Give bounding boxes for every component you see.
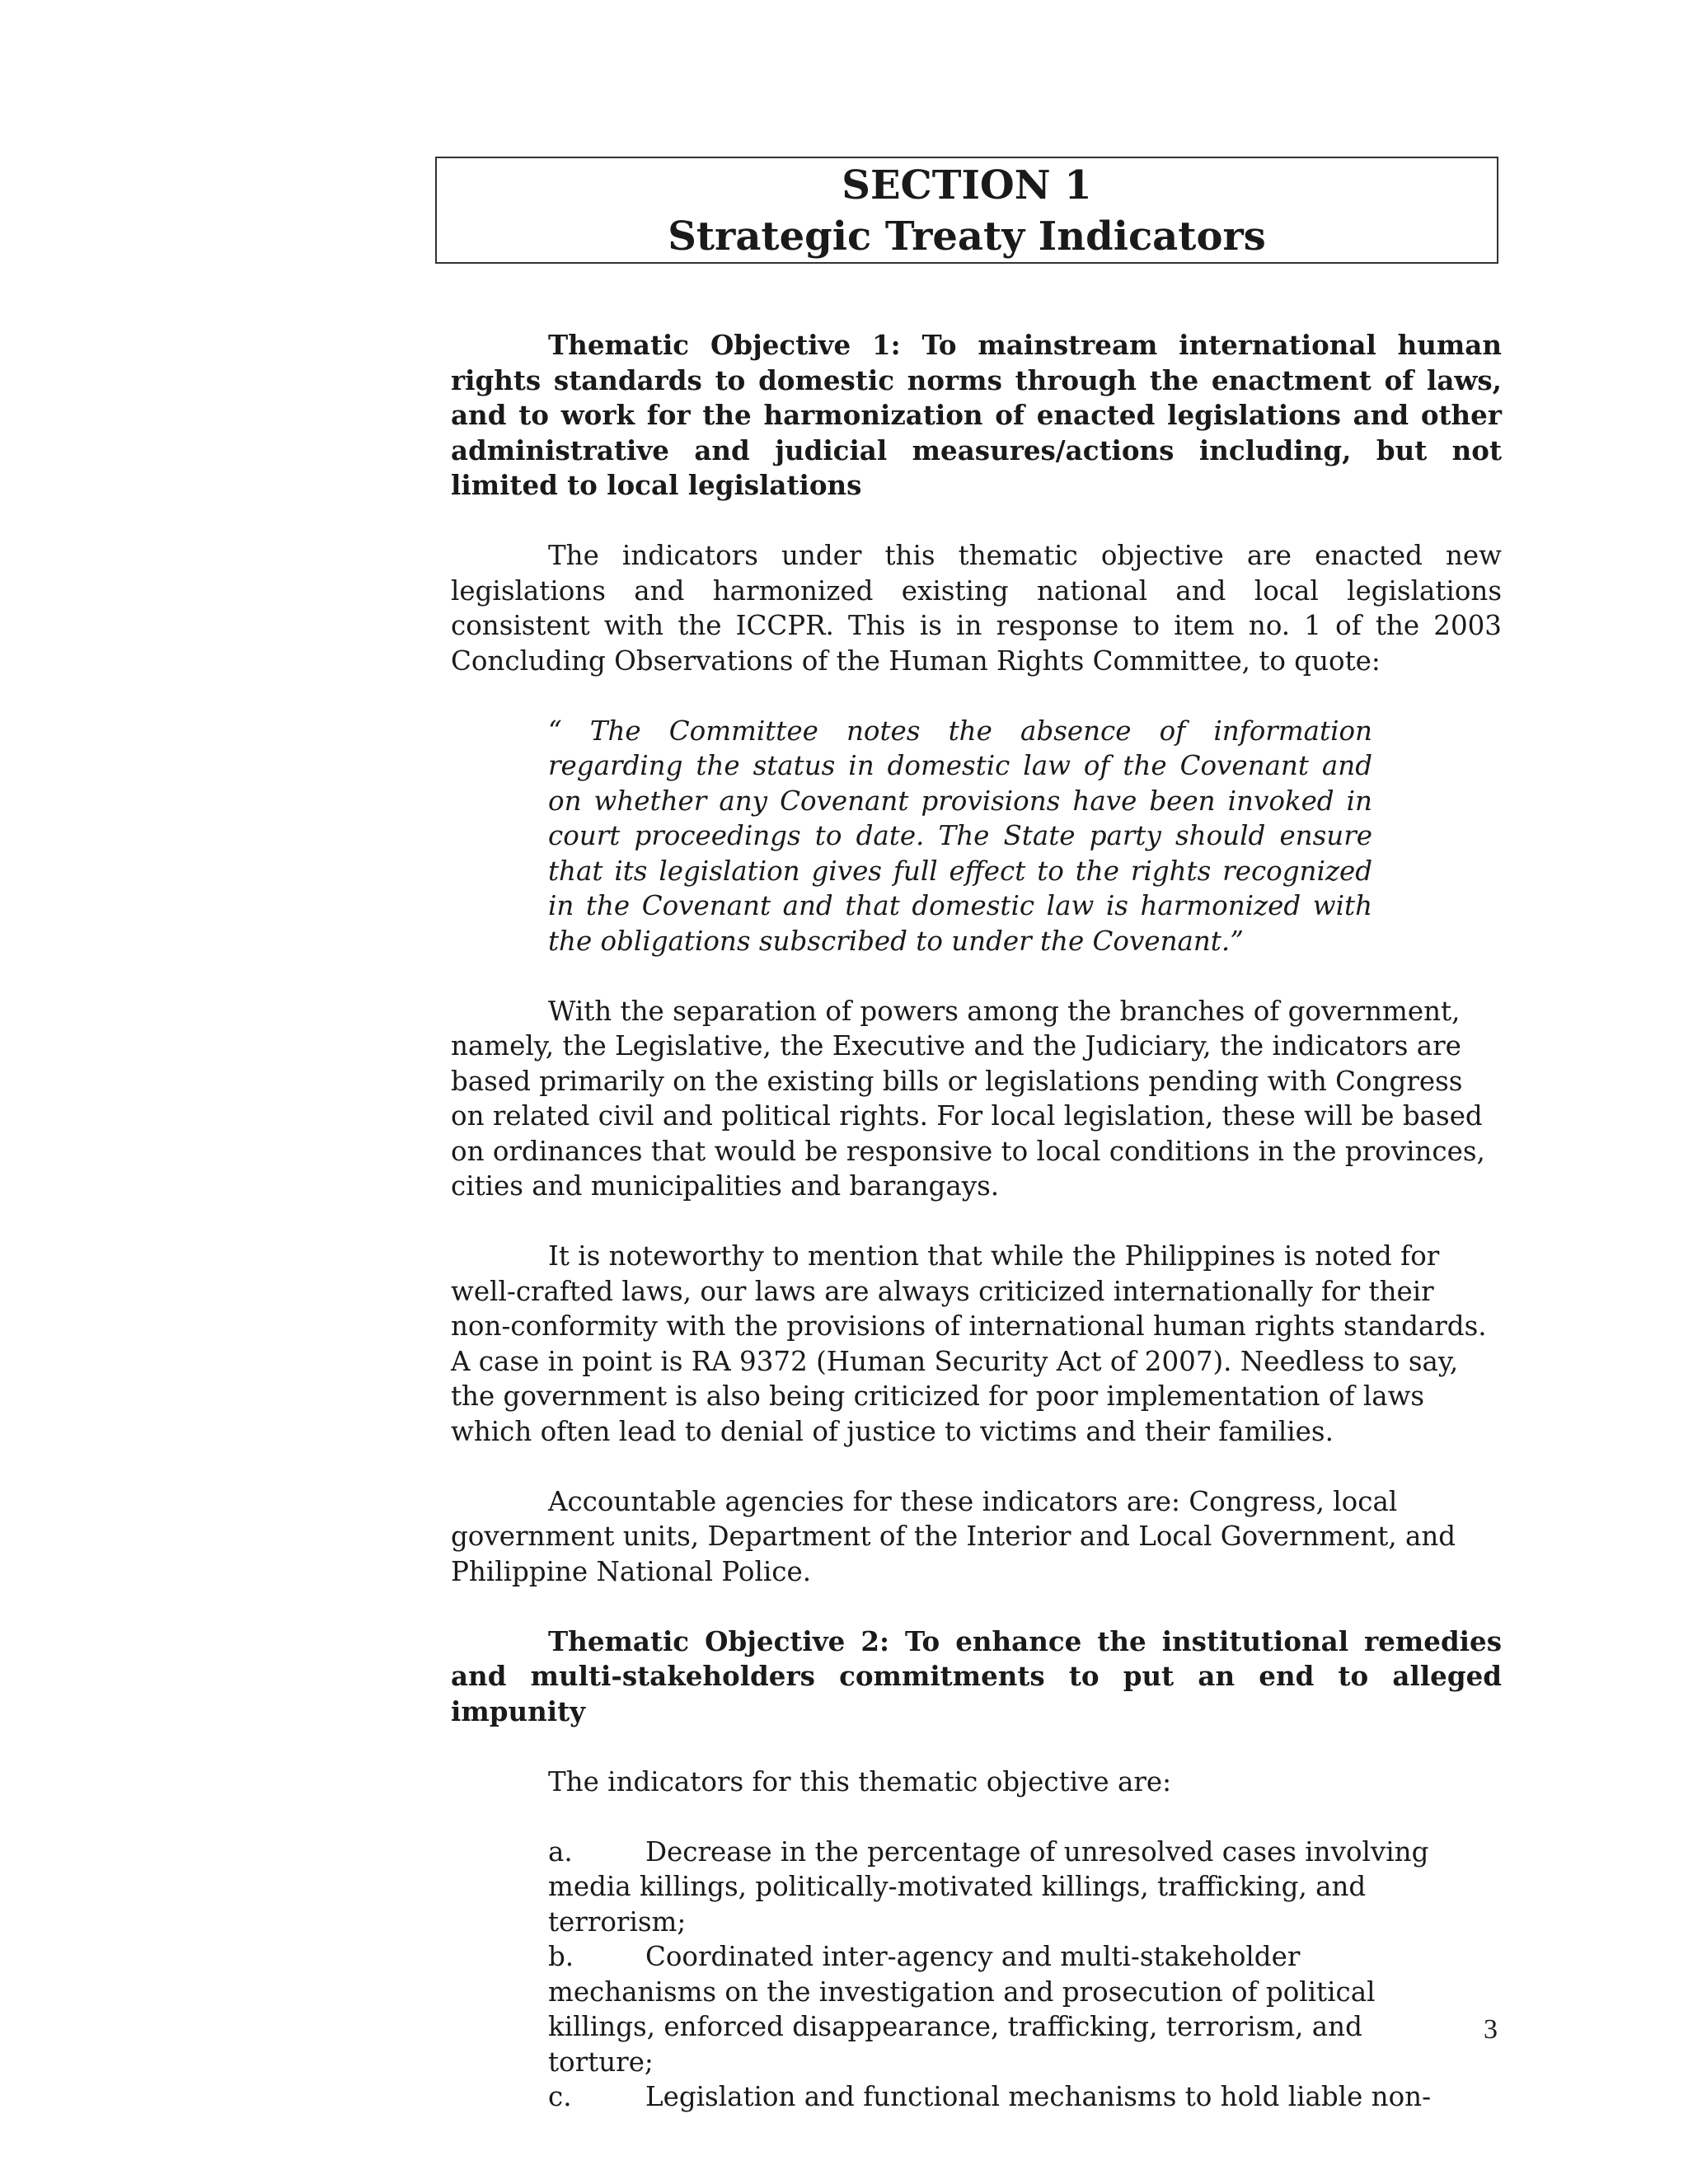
- objective1-intro: The indicators under this thematic objective are enacted new legislations and harmonized existing national and local legislations consistent with the ICCPR. This is in response to item no. 1 of the 2003 Concluding Observations of the Human Rights Committee, to quote:: [451, 540, 1502, 677]
- objective2-intro: The indicators for this thematic objective are:: [548, 1765, 1172, 1797]
- section-header-box: [435, 157, 1498, 264]
- agencies-paragraph: Accountable agencies for these indicators are: Congress, local government units, Department of the Interior and Local Government, and Philippine National Police.: [451, 1485, 1456, 1587]
- objective2-heading: Thematic Objective 2: To enhance the institutional remedies and multi-stakeholders commitments to put an end to alleged impunity: [451, 1624, 1502, 1727]
- list-item-text: Coordinated inter-agency and multi-stakeholder mechanisms on the investigation and prosecution of political killings, enforced disappearance, trafficking, terrorism, and torture;: [548, 1941, 1376, 2078]
- list-marker: c.: [548, 2081, 572, 2112]
- list-marker: a.: [548, 1835, 573, 1868]
- section-label: SECTION 1: [842, 162, 1092, 209]
- objective1-heading: Thematic Objective 1: To mainstream international human rights standards to domestic norms through the enactment of laws, and to work for the harmonization of enacted legislations and other administrative and judicial measures/actions including, but not limited to local legislations: [451, 329, 1502, 501]
- committee-quote: “ The Committee notes the absence of information regarding the status in domestic law of the Covenant and on whether any Covenant provisions have been invoked in court proceedings to date. The State party should ensure that its legislation gives full effect to the rights recognized in the Covenant and that domestic law is harmonized with the obligations subscribed to under the Covenant.”: [548, 715, 1372, 957]
- powers-paragraph: With the separation of powers among the branches of government, namely, the Legislative, the Executive and the Judiciary, the indicators are based primarily on the existing bills or legislations pending with Congress on related civil and political rights. For local legislation, these will be based on ordinances that would be responsive to local conditions in the provinces, cities and municipalities and barangays.: [451, 995, 1485, 1202]
- list-item-text: Legislation and functional mechanisms to hold liable non-: [645, 2081, 1432, 2112]
- list-item: [548, 1835, 1455, 1940]
- page-number: 3: [1484, 2014, 1498, 2045]
- list-item: [548, 1939, 1455, 2079]
- document-body: [451, 328, 1502, 2115]
- list-item-text: Decrease in the percentage of unresolved cases involving media killings, politically-motivated killings, trafficking, and terrorism;: [548, 1835, 1429, 1938]
- noteworthy-paragraph: It is noteworthy to mention that while the Philippines is noted for well-crafted laws, our laws are always criticized internationally for their non-conformity with the provisions of international human rights standards. A case in point is RA 9372 (Human Security Act of 2007). Needless to say, the government is also being criticized for poor implementation of laws which often lead to denial of justice to victims and their families.: [451, 1240, 1487, 1447]
- list-marker: b.: [548, 1941, 574, 1972]
- list-item: [548, 2079, 1455, 2115]
- section-title: Strategic Treaty Indicators: [668, 213, 1266, 260]
